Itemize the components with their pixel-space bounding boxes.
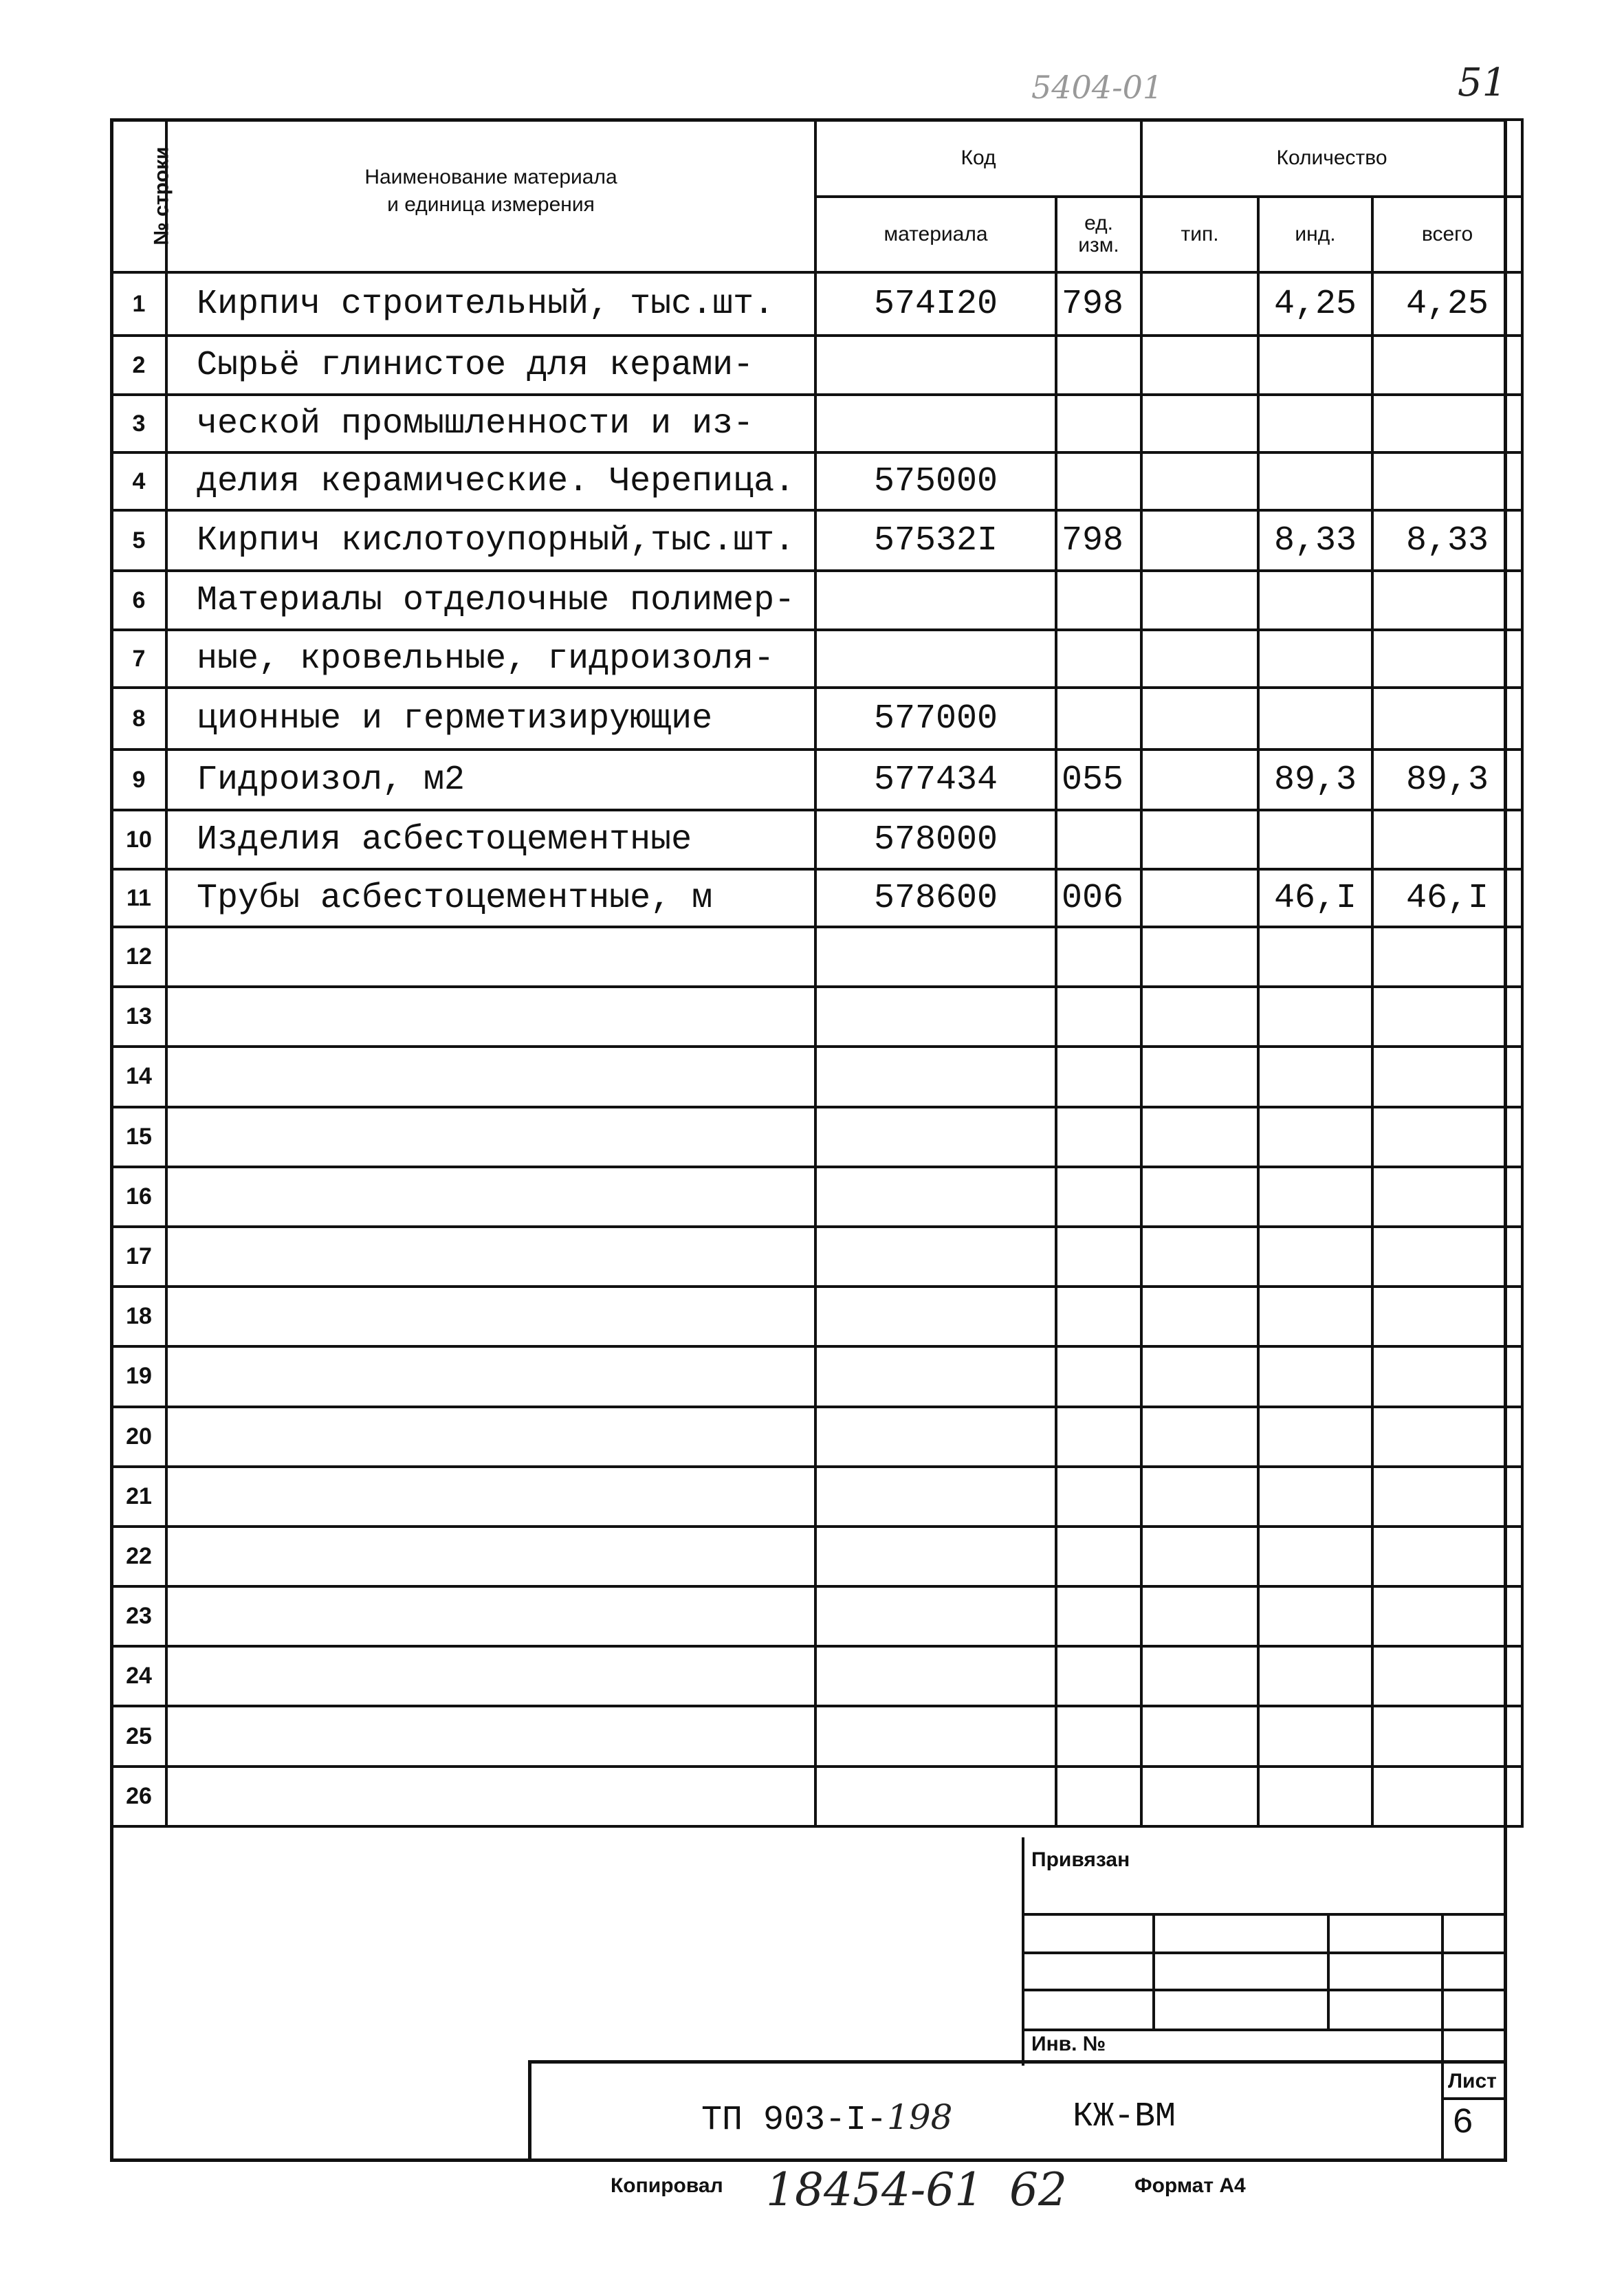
material-code-cell: 578000 [815,810,1056,869]
qty-ind-cell: 46,I [1258,869,1372,927]
row-number-cell: 23 [111,1586,166,1646]
format-label: Формат А4 [1134,2174,1246,2197]
stamp-vline-4 [1441,1913,1444,2162]
row-number-cell: 11 [111,869,166,927]
code-unit-line2: изм. [1078,234,1119,256]
material-code-cell: 574I20 [815,272,1056,336]
material-name-cell: Кирпич строительный, тыс.шт. [166,272,815,336]
row-number-cell: 6 [111,571,166,630]
row-number-cell: 15 [111,1107,166,1167]
row-number-cell: 4 [111,452,166,510]
code-unit-line1: ед. [1084,212,1113,234]
qty-total-cell: 4,25 [1372,272,1522,336]
material-code-cell: 578600 [815,869,1056,927]
row-number-cell: 22 [111,1527,166,1586]
archive-number-mark: 5404-01 [1031,69,1163,106]
row-number-cell: 19 [111,1346,166,1406]
material-name-cell: ческой промышленности и из- [166,395,815,452]
row-number-cell: 18 [111,1287,166,1346]
stamp-hline-3 [1022,1989,1507,1991]
material-name-cell: Сырьё глинистое для керами- [166,336,815,395]
document-mark: КЖ-ВМ [1073,2097,1176,2136]
stamp-hline-2 [1022,1952,1507,1954]
header-qty-type: тип. [1141,197,1258,272]
doc-prefix: ТП 903-I- [701,2101,888,2140]
row-number-cell: 1 [111,272,166,336]
material-name-cell: Трубы асбестоцементные, м [166,869,815,927]
row-number-cell: 26 [111,1767,166,1826]
unit-code-cell: 798 [1056,272,1141,336]
name-header-line2: и единица измерения [387,193,595,216]
row-number-cell: 20 [111,1407,166,1467]
sheet-label: Лист [1448,2070,1497,2092]
unit-code-cell: 006 [1056,869,1141,927]
sheet-corner-mark: 51 [1458,61,1507,105]
row-number-cell: 17 [111,1227,166,1287]
qty-total-cell: 46,I [1372,869,1522,927]
material-name-cell: Гидроизол, м2 [166,750,815,810]
qty-ind-cell: 89,3 [1258,750,1372,810]
row-number-cell: 21 [111,1467,166,1527]
copied-number: 18454-61 [766,2163,984,2216]
row-number-cell: 3 [111,395,166,452]
copied-extra: 62 [1009,2163,1067,2216]
material-code-cell: 57532I [815,510,1056,571]
stamp-hline-4 [1022,2029,1507,2031]
row-number-cell: 5 [111,510,166,571]
stamp-doc-left-line [528,2060,531,2162]
stamp-vline-3 [1327,1913,1330,2030]
rowno-label: № строки [150,146,173,245]
material-code-cell: 577434 [815,750,1056,810]
stamp-sheet-line [1441,2097,1507,2100]
stamp-hline-1 [1022,1913,1507,1916]
row-number-cell: 2 [111,336,166,395]
row-number-cell: 8 [111,688,166,750]
qty-ind-cell: 4,25 [1258,272,1372,336]
inv-label: Инв. № [1031,2033,1106,2055]
row-number-cell: 9 [111,750,166,810]
unit-code-cell: 055 [1056,750,1141,810]
copied-label: Копировал [611,2174,723,2197]
row-number-cell: 13 [111,987,166,1047]
material-name-cell: Материалы отделочные полимер- [166,571,815,630]
sheet-number: 6 [1452,2103,1474,2143]
material-name-cell: ные, кровельные, гидроизоля- [166,630,815,688]
row-number-cell: 24 [111,1646,166,1706]
document-code [701,2097,952,2140]
qty-total-cell: 89,3 [1372,750,1522,810]
row-number-cell: 25 [111,1706,166,1766]
material-name-cell: делия керамические. Черепица. [166,452,815,510]
header-qty-group: Количество [1141,120,1522,197]
row-number-cell: 14 [111,1047,166,1106]
material-name-cell: ционные и герметизирующие [166,688,815,750]
row-number-cell: 7 [111,630,166,688]
stamp-vline-2 [1152,1913,1155,2030]
material-code-cell: 575000 [815,452,1056,510]
material-name-cell: Изделия асбестоцементные [166,810,815,869]
header-code-group: Код [815,120,1141,197]
doc-number-handwritten: 198 [887,2097,953,2137]
material-name-cell: Кирпич кислотоупорный,тыс.шт. [166,510,815,571]
unit-code-cell: 798 [1056,510,1141,571]
header-qty-ind: инд. [1258,197,1372,272]
header-code-material: материала [815,197,1056,272]
qty-ind-cell: 8,33 [1258,510,1372,571]
qty-total-cell: 8,33 [1372,510,1522,571]
page-frame [110,118,1507,2162]
row-number-cell: 10 [111,810,166,869]
material-code-cell: 577000 [815,688,1056,750]
header-qty-total: всего [1372,197,1522,272]
bound-label: Привязан [1031,1848,1130,1871]
row-number-cell: 12 [111,927,166,987]
row-number-cell: 16 [111,1167,166,1227]
stamp-doc-top-line [528,2060,1507,2064]
name-header-line1: Наименование материала [364,166,617,188]
